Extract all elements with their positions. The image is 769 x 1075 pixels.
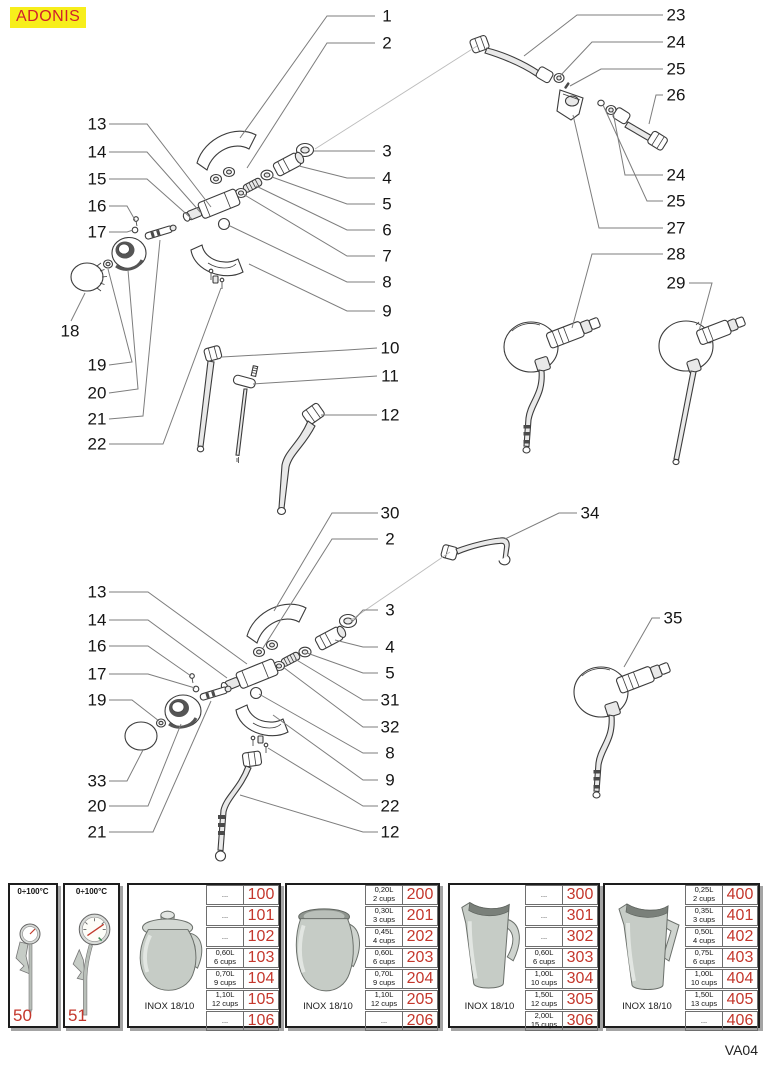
callout-label-15: 15 (87, 169, 107, 189)
steam-wand-curved-part (216, 751, 262, 861)
callout-label-25: 25 (666, 191, 686, 211)
leader-line-25 (603, 105, 663, 201)
leader-line-8 (228, 225, 375, 282)
pitcher-image (129, 889, 210, 1001)
part-code: 403 (726, 949, 754, 966)
leader-line-17 (109, 230, 133, 232)
pitcher-table-row (525, 927, 598, 947)
product-panels (0, 883, 769, 1028)
callout-label-20: 20 (87, 383, 107, 403)
pitcher-table-row (685, 927, 758, 947)
pitcher-table-row (365, 969, 438, 989)
part-code: 100 (247, 886, 275, 903)
capacity-cell: 0,70L 9 cups (207, 970, 244, 988)
material-label: INOX 18/10 (303, 1001, 353, 1012)
leader-line-18 (71, 293, 85, 321)
part-code: 200 (406, 886, 434, 903)
callout-label-22: 22 (87, 434, 107, 454)
capacity-cell: 1,10L 12 cups (366, 991, 403, 1009)
callout-label-24: 24 (666, 32, 686, 52)
capacity-cell: 0,50L 4 cups (686, 928, 723, 946)
leader-line-17 (109, 674, 195, 688)
callout-label-23: 23 (666, 5, 686, 25)
callout-label-7: 7 (382, 246, 392, 266)
leader-line-14 (109, 620, 227, 678)
part-code: 401 (726, 907, 754, 924)
brand-logo: ADONIS (10, 7, 86, 28)
cover-bottom-part (191, 245, 243, 276)
leader-line-24 (560, 42, 663, 76)
part-code: 104 (247, 970, 275, 987)
callout-label-5: 5 (382, 194, 392, 214)
capacity-cell: 1,00L 10 cups (526, 970, 563, 988)
steam-valve-assembly-29 (659, 314, 747, 465)
pitcher-table-row (206, 1011, 279, 1031)
pitcher-table-row (206, 885, 279, 905)
valve-spindle-part (199, 685, 232, 701)
thermometer-panel-51 (63, 883, 120, 1028)
callout-label-20: 20 (87, 796, 107, 816)
leader-line-27 (573, 115, 663, 228)
temperature-range: 0÷100°C (75, 887, 108, 896)
part-code: 106 (247, 1012, 275, 1029)
capacity-cell: ... (686, 1012, 723, 1030)
callout-label-27: 27 (666, 218, 686, 238)
callout-label-9: 9 (385, 770, 395, 790)
steam-valve-exploded-upper (71, 131, 325, 514)
pitcher-table-row (365, 927, 438, 947)
pitcher-panel-400 (603, 883, 760, 1028)
pitcher-table-row (685, 885, 758, 905)
callout-label-1: 1 (382, 6, 392, 26)
callout-label-19: 19 (87, 690, 107, 710)
capacity-cell: 2,00L 15 cups (526, 1012, 563, 1030)
leader-line-7 (243, 194, 375, 256)
cover-top-part (197, 131, 256, 170)
leader-line-5 (272, 177, 375, 204)
callout-label-21: 21 (87, 409, 107, 429)
leader-line-4 (335, 640, 378, 647)
capacity-cell: 0,60L 6 cups (526, 949, 563, 967)
steam-valve-assembly-28 (504, 314, 602, 453)
capacity-cell: ... (526, 886, 563, 904)
leader-line-25 (570, 69, 663, 86)
capacity-cell: 1,50L 13 cups (686, 991, 723, 1009)
part-code: 405 (726, 991, 754, 1008)
leader-line-9 (273, 715, 378, 780)
callout-label-14: 14 (87, 610, 107, 630)
callout-label-16: 16 (87, 196, 107, 216)
steam-valve-assembly-35 (574, 659, 672, 798)
material-label: INOX 18/10 (144, 1001, 195, 1012)
capacity-cell: ... (207, 907, 244, 925)
leader-line-34 (505, 513, 577, 539)
capacity-cell: 0,30L 3 cups (366, 907, 403, 925)
part-code: 102 (247, 928, 275, 945)
part-code: 51 (68, 1006, 87, 1025)
leader-line-30 (274, 513, 378, 611)
callout-label-13: 13 (87, 114, 107, 134)
capacity-cell: 0,25L 2 cups (686, 886, 723, 904)
capacity-cell: 0,60L 6 cups (207, 949, 244, 967)
part-code-table (206, 885, 279, 1029)
callout-label-2: 2 (382, 33, 392, 53)
callout-label-32: 32 (380, 717, 400, 737)
fitting-part (314, 624, 348, 651)
pitcher-table-row (525, 906, 598, 926)
pitcher-table-row (685, 1011, 758, 1031)
part-code: 203 (406, 949, 434, 966)
callout-label-3: 3 (385, 600, 395, 620)
callout-label-19: 19 (87, 355, 107, 375)
capacity-cell: ... (207, 1012, 244, 1030)
pitcher-table-row (206, 927, 279, 947)
part-code: 50 (13, 1006, 32, 1025)
callout-label-4: 4 (385, 637, 395, 657)
part-code: 201 (406, 907, 434, 924)
callout-label-33: 33 (87, 771, 107, 791)
callout-label-24: 24 (666, 165, 686, 185)
part-code: 300 (566, 886, 594, 903)
leader-line-26 (649, 95, 663, 124)
part-code: 402 (726, 928, 754, 945)
capacity-cell: ... (207, 886, 244, 904)
callout-label-2: 2 (385, 529, 395, 549)
callout-label-35: 35 (663, 608, 683, 628)
leader-line-5 (307, 653, 378, 673)
steam-valve-exploded-lower (125, 604, 357, 861)
callout-label-29: 29 (666, 273, 686, 293)
callout-label-10: 10 (380, 338, 400, 358)
pitcher-table-row (685, 948, 758, 968)
leader-line-2 (263, 539, 378, 648)
pipe-assembly-lower (440, 538, 509, 565)
pitcher-table-row (525, 1011, 598, 1031)
part-code: 206 (406, 1012, 434, 1029)
pitcher-table-row (525, 969, 598, 989)
part-code: 103 (247, 949, 275, 966)
page-code: VA04 (724, 1042, 758, 1058)
part-code: 306 (566, 1012, 594, 1029)
part-code: 101 (247, 907, 275, 924)
callout-label-30: 30 (380, 503, 400, 523)
callout-label-17: 17 (87, 664, 107, 684)
suction-tube-part (233, 366, 258, 463)
leader-line-13 (109, 592, 247, 664)
part-code: 304 (566, 970, 594, 987)
leader-line-11 (253, 376, 377, 384)
part-code: 303 (566, 949, 594, 966)
steam-wand-curved-part (278, 402, 326, 514)
capacity-cell: 0,35L 3 cups (686, 907, 723, 925)
pitcher-table-row (365, 1011, 438, 1031)
callout-label-12: 12 (380, 405, 400, 425)
pitcher-table-row (685, 906, 758, 926)
capacity-cell: 1,00L 10 cups (686, 970, 723, 988)
capacity-cell: 0,45L 4 cups (366, 928, 403, 946)
leader-line-22 (268, 748, 378, 806)
pitcher-table-row (365, 948, 438, 968)
part-link-line (315, 46, 477, 149)
leader-line-28 (572, 254, 663, 328)
callout-label-31: 31 (380, 690, 400, 710)
pitcher-panel-100 (127, 883, 281, 1028)
pitcher-table-row (365, 906, 438, 926)
capacity-cell: 1,50L 12 cups (526, 991, 563, 1009)
pitcher-panel-200 (285, 883, 440, 1028)
capacity-cell: 0,75L 6 cups (686, 949, 723, 967)
part-code: 404 (726, 970, 754, 987)
leader-line-1 (240, 16, 375, 138)
capacity-cell: ... (526, 928, 563, 946)
pitcher-table-row (525, 885, 598, 905)
leader-line-14 (109, 152, 201, 213)
callout-label-3: 3 (382, 141, 392, 161)
steam-wand-straight-part (197, 345, 222, 452)
callout-label-34: 34 (580, 503, 600, 523)
part-code: 305 (566, 991, 594, 1008)
pitcher-image (287, 889, 369, 1001)
callout-label-11: 11 (381, 366, 399, 386)
pitcher-table-row (206, 969, 279, 989)
part-code-table (525, 885, 598, 1029)
leader-line-31 (295, 659, 378, 700)
callout-label-8: 8 (385, 743, 395, 763)
pitcher-table-row (525, 990, 598, 1010)
fitting-part (272, 150, 306, 177)
material-label: INOX 18/10 (464, 1001, 515, 1012)
capacity-cell: 0,20L 2 cups (366, 886, 403, 904)
leader-line-23 (524, 15, 663, 56)
knob-cap-part (125, 722, 157, 750)
ball-part (219, 219, 230, 230)
leader-line-33 (109, 750, 143, 781)
leader-line-16 (109, 206, 135, 220)
leader-line-35 (624, 618, 660, 667)
thermometer-panel-50 (8, 883, 58, 1028)
callout-label-9: 9 (382, 301, 392, 321)
leader-line-32 (283, 667, 378, 727)
capacity-cell: 1,10L 12 cups (207, 991, 244, 1009)
part-code: 301 (566, 907, 594, 924)
leader-line-19 (108, 269, 132, 365)
capacity-cell: ... (366, 1012, 403, 1030)
callout-label-21: 21 (87, 822, 107, 842)
pitcher-image (450, 889, 529, 1001)
callout-label-13: 13 (87, 582, 107, 602)
leader-line-4 (299, 166, 375, 178)
pitcher-panel-300 (448, 883, 600, 1028)
pitcher-table-row (525, 948, 598, 968)
leader-line-12 (240, 795, 378, 832)
part-code: 204 (406, 970, 434, 987)
part-code-table (685, 885, 758, 1029)
cover-top-part (247, 604, 306, 643)
ball-part (251, 688, 262, 699)
callout-label-6: 6 (382, 220, 392, 240)
capacity-cell: ... (207, 928, 244, 946)
callout-label-5: 5 (385, 663, 395, 683)
pitcher-image (605, 889, 689, 1001)
capacity-cell: ... (526, 907, 563, 925)
part-code: 302 (566, 928, 594, 945)
callout-label-28: 28 (666, 244, 686, 264)
callout-label-22: 22 (380, 796, 400, 816)
part-code: 105 (247, 991, 275, 1008)
leader-line-16 (109, 646, 191, 676)
temperature-range: 0÷100°C (17, 887, 49, 896)
callout-label-18: 18 (60, 321, 80, 341)
capacity-cell: 0,70L 9 cups (366, 970, 403, 988)
pipe-assembly-top (469, 35, 668, 151)
pitcher-table-row (206, 948, 279, 968)
callout-label-16: 16 (87, 636, 107, 656)
callout-label-26: 26 (666, 85, 686, 105)
leader-line-15 (109, 179, 192, 219)
callout-label-25: 25 (666, 59, 686, 79)
part-code: 400 (726, 886, 754, 903)
pitcher-table-row (365, 990, 438, 1010)
part-code: 205 (406, 991, 434, 1008)
part-code: 406 (726, 1012, 754, 1029)
material-label: INOX 18/10 (622, 1001, 672, 1012)
knob-cap-part (71, 263, 103, 291)
callout-label-8: 8 (382, 272, 392, 292)
pitcher-table-row (206, 990, 279, 1010)
pitcher-table-row (206, 906, 279, 926)
leader-line-10 (222, 348, 377, 357)
callout-label-12: 12 (380, 822, 400, 842)
pitcher-table-row (365, 885, 438, 905)
pitcher-table-row (685, 969, 758, 989)
callout-label-14: 14 (87, 142, 107, 162)
valve-spindle-part (144, 224, 177, 240)
capacity-cell: 0,60L 6 cups (366, 949, 403, 967)
callout-label-17: 17 (87, 222, 107, 242)
leader-line-9 (249, 264, 375, 311)
leader-line-13 (109, 124, 211, 207)
leader-line-19 (109, 700, 159, 721)
part-code: 202 (406, 928, 434, 945)
pitcher-table-row (685, 990, 758, 1010)
part-code-table (365, 885, 438, 1029)
callout-label-4: 4 (382, 168, 392, 188)
